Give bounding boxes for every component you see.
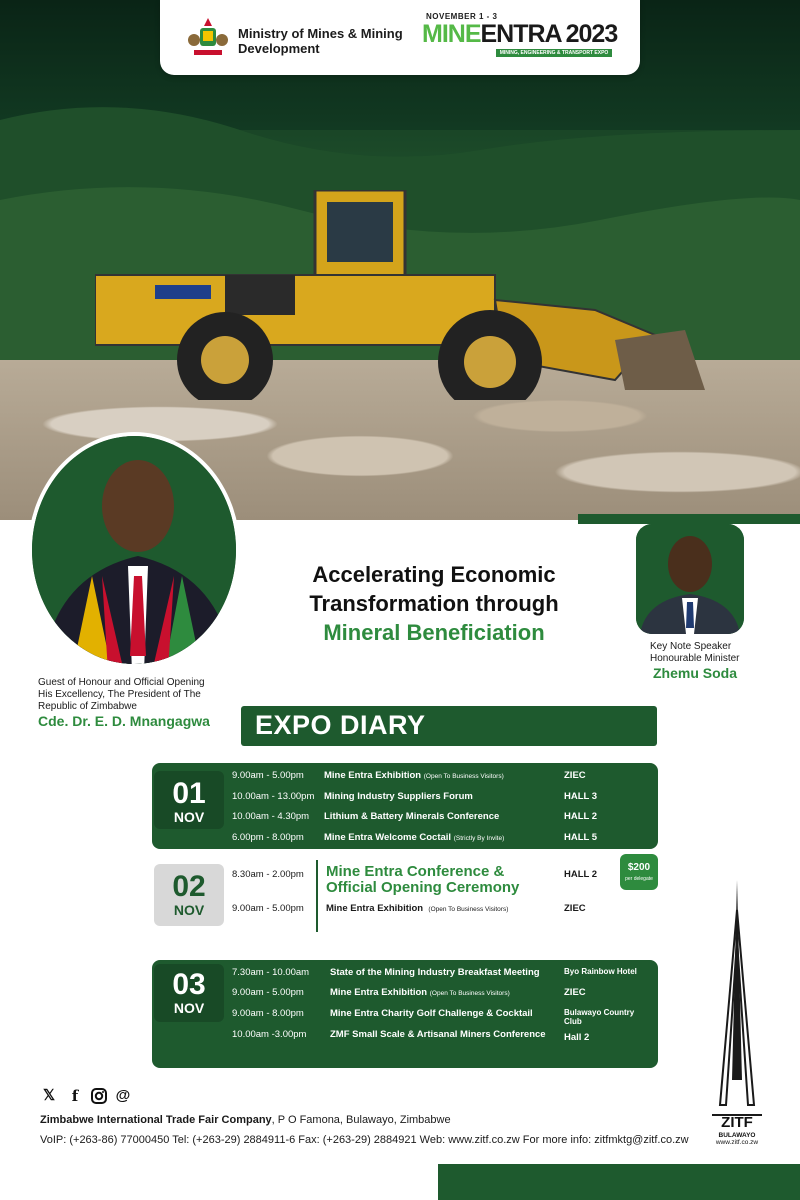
schedule-time: 10.00am - 13.00pm — [232, 791, 315, 802]
guest-of-honour-portrait — [28, 432, 240, 668]
expo-name-entra: ENTRA — [480, 20, 562, 48]
conference-title-line2: Official Opening Ceremony — [326, 879, 520, 896]
schedule-venue: ZIEC — [564, 903, 586, 914]
schedule-event-title: Mine Entra Exhibition — [330, 987, 428, 998]
price-badge — [620, 854, 658, 890]
theme-line1: Accelerating Economic — [312, 562, 556, 587]
expo-year: 2023 — [565, 20, 618, 48]
expo-diary-banner — [241, 706, 657, 746]
company-name: Zimbabwe International Trade Fair Company — [40, 1114, 272, 1126]
schedule-venue: HALL 3 — [564, 791, 598, 802]
expo-name-mine: MINE — [422, 20, 481, 48]
schedule-event-title: Mine Entra Welcome Coctail — [324, 832, 452, 843]
schedule-time: 7.30am - 10.00am — [232, 967, 310, 978]
schedule-venue: ZIEC — [564, 987, 586, 998]
schedule-venue: ZIEC — [564, 770, 586, 781]
schedule-time: 9.00am - 5.00pm — [232, 770, 304, 781]
day-schedule-02 — [152, 852, 658, 932]
schedule-venue: HALL 2 — [564, 811, 598, 822]
schedule-time: 10.00am - 4.30pm — [232, 811, 310, 822]
schedule-venue: Bulawayo Country Club — [564, 1008, 635, 1026]
schedule-event — [324, 770, 504, 781]
price-value: $200 — [627, 862, 651, 873]
keynote-speaker-portrait — [636, 524, 744, 634]
zitf-logo-text: ZITF — [721, 1114, 753, 1131]
date-number: 03 — [172, 968, 206, 1001]
event-theme — [252, 560, 616, 647]
zitf-city: BULAWAYO — [718, 1132, 756, 1139]
schedule-row — [152, 964, 658, 982]
speaker-title-line1: Key Note Speaker — [650, 641, 732, 652]
ministry-name: Ministry of Mines & Mining Development — [238, 26, 403, 56]
expo-diary-title: EXPO DIARY — [255, 710, 426, 740]
contact-details: VoIP: (+263-86) 77000450 Tel: (+263-29) 2884911-6 Fax: (+263-29) 2884921 Web: www.zitf.co.zw For more info: zitfmktg@zitf.co.zw — [40, 1134, 689, 1146]
schedule-time: 6.00pm - 8.00pm — [232, 832, 304, 843]
expo-name — [422, 20, 617, 48]
schedule-row — [152, 1026, 658, 1044]
zitf-website: www.zitf.co.zw — [715, 1139, 759, 1146]
date-month: NOV — [173, 1000, 205, 1016]
schedule-row — [152, 829, 658, 847]
zitf-caption — [712, 1132, 762, 1146]
speaker-name: Zhemu Soda — [653, 665, 738, 681]
schedule-event: State of the Mining Industry Breakfast Meeting — [330, 967, 540, 978]
zimbabwe-coat-of-arms-icon — [186, 16, 230, 60]
schedule-event-title: Mine Entra Exhibition — [326, 903, 424, 914]
schedule-time: 10.00am -3.00pm — [232, 1029, 307, 1040]
price-unit: per delegate — [625, 876, 653, 882]
schedule-row — [152, 900, 658, 918]
expo-dates: NOVEMBER 1 - 3 — [426, 12, 498, 21]
x-icon[interactable]: 𝕏 — [42, 1087, 56, 1104]
schedule-venue: Hall 2 — [564, 1032, 590, 1043]
threads-icon[interactable]: @ — [115, 1087, 131, 1104]
speaker-accent-bar — [578, 514, 800, 524]
schedule-row — [152, 984, 658, 1002]
footer-accent-bar — [438, 1164, 800, 1200]
schedule-event — [324, 832, 504, 843]
speaker-title — [650, 641, 790, 665]
conference-title — [326, 864, 519, 896]
schedule-time: 9.00am - 5.00pm — [232, 987, 304, 998]
date-month: NOV — [173, 902, 205, 918]
instagram-icon[interactable] — [90, 1087, 108, 1105]
header-card — [160, 0, 640, 75]
schedule-venue: HALL 5 — [564, 832, 598, 843]
zitf-tower-logo — [702, 880, 772, 1152]
schedule-event: Lithium & Battery Minerals Conference — [324, 811, 500, 822]
schedule-event — [326, 903, 508, 914]
schedule-event-note: (Open To Business Visitors) — [429, 990, 510, 997]
schedule-time: 9.00am - 8.00pm — [232, 1008, 304, 1019]
company-info — [40, 1114, 451, 1126]
schedule-row — [152, 767, 658, 785]
speaker-title-line2: Honourable Minister — [650, 653, 740, 664]
schedule-event: Mine Entra Charity Golf Challenge & Cocktail — [330, 1008, 533, 1019]
guest-title — [38, 677, 238, 713]
schedule-row — [152, 1005, 658, 1026]
date-number: 02 — [172, 870, 206, 903]
schedule-event-note: (Strictly By Invite) — [453, 835, 505, 842]
company-address: , P O Famona, Bulawayo, Zimbabwe — [271, 1114, 451, 1126]
schedule-venue: HALL 2 — [564, 869, 598, 880]
mine-entra-logo — [422, 12, 622, 62]
conference-title-line1: Mine Entra Conference & — [326, 863, 505, 880]
schedule-event-note: (Open To Business Visitors) — [428, 906, 509, 913]
schedule-venue: Byo Rainbow Hotel — [564, 967, 637, 976]
guest-title-line1: Guest of Honour and Official Opening — [38, 677, 205, 688]
facebook-icon[interactable]: f — [71, 1087, 79, 1105]
theme-line3: Mineral Beneficiation — [323, 620, 545, 645]
schedule-event: Mining Industry Suppliers Forum — [324, 791, 473, 802]
theme-line2: Transformation through — [309, 591, 559, 616]
schedule-event — [330, 987, 510, 998]
schedule-event: ZMF Small Scale & Artisanal Miners Conference — [330, 1029, 546, 1040]
speaker-portrait-image — [636, 524, 744, 634]
wheel-loader-image — [95, 190, 715, 400]
schedule-event-title: Mine Entra Exhibition — [324, 770, 422, 781]
schedule-time: 8.30am - 2.00pm — [232, 869, 304, 880]
schedule-row — [152, 788, 658, 806]
expo-tagline: MINING, ENGINEERING & TRANSPORT EXPO — [496, 49, 612, 57]
date-number: 01 — [172, 777, 206, 810]
guest-name: Cde. Dr. E. D. Mnangagwa — [38, 713, 210, 729]
date-month: NOV — [173, 809, 205, 825]
guest-title-line2: His Excellency, The President of The Republic of Zimbabwe — [38, 689, 201, 712]
schedule-row — [152, 808, 658, 826]
day-schedule-01 — [152, 763, 658, 849]
day-schedule-03 — [152, 960, 658, 1068]
schedule-event-note: (Open To Business Visitors) — [423, 773, 504, 780]
schedule-time: 9.00am - 5.00pm — [232, 903, 304, 914]
guest-portrait-image — [32, 436, 240, 668]
